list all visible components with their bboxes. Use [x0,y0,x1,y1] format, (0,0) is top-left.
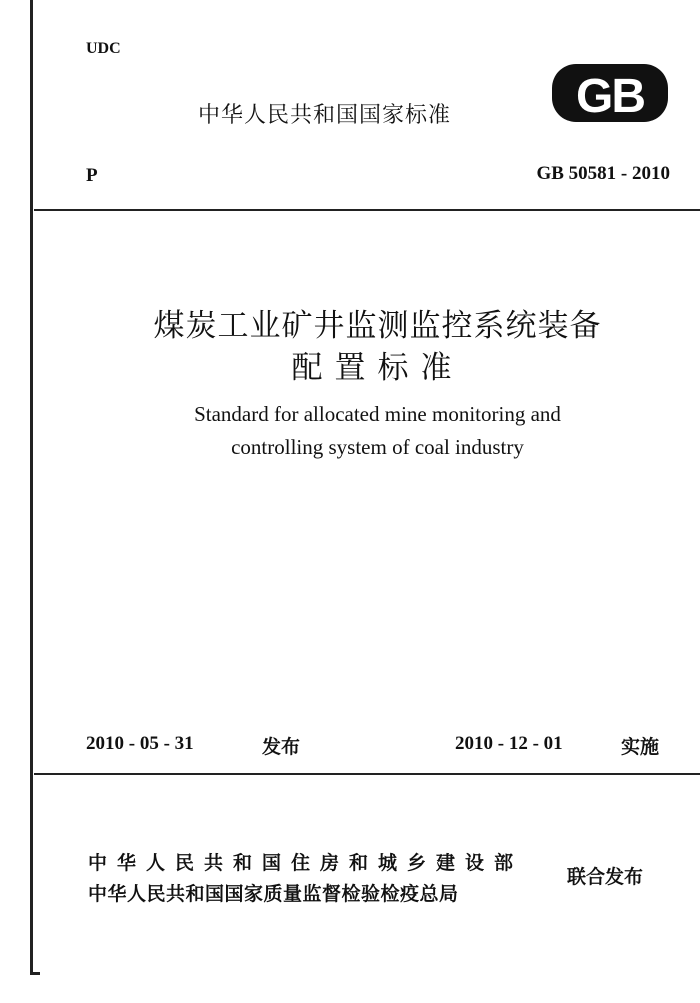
issue-date: 2010 - 05 - 31 [86,733,194,754]
issuer-ministry-housing: 中华人民共和国住房和城乡建设部 [88,852,524,874]
issue-label: 发布 [262,736,301,758]
bottom-divider [34,773,700,775]
national-standard-heading: 中华人民共和国国家标准 [198,103,452,128]
gb-logo [550,62,670,124]
title-cn-line2: 配置标准 [291,350,464,386]
title-cn-line1: 煤炭工业矿井监测监控系统装备 [153,308,602,344]
gb-logo-text: GB [576,70,644,123]
classification-code: P [86,165,98,186]
joint-issue-label: 联合发布 [567,866,644,888]
implementation-date: 2010 - 12 - 01 [455,733,563,754]
title-en-line1: Standard for allocated mine monitoring and [194,402,561,426]
binding-edge [30,0,33,975]
issuer-aqsiq: 中华人民共和国国家质量监督检验检疫总局 [88,883,459,905]
implementation-label: 实施 [621,736,660,758]
binding-edge-foot [30,972,40,975]
udc-label: UDC [86,40,121,57]
standard-number: GB 50581 - 2010 [536,163,670,184]
top-divider [34,209,700,211]
title-en-line2: controlling system of coal industry [231,435,524,459]
